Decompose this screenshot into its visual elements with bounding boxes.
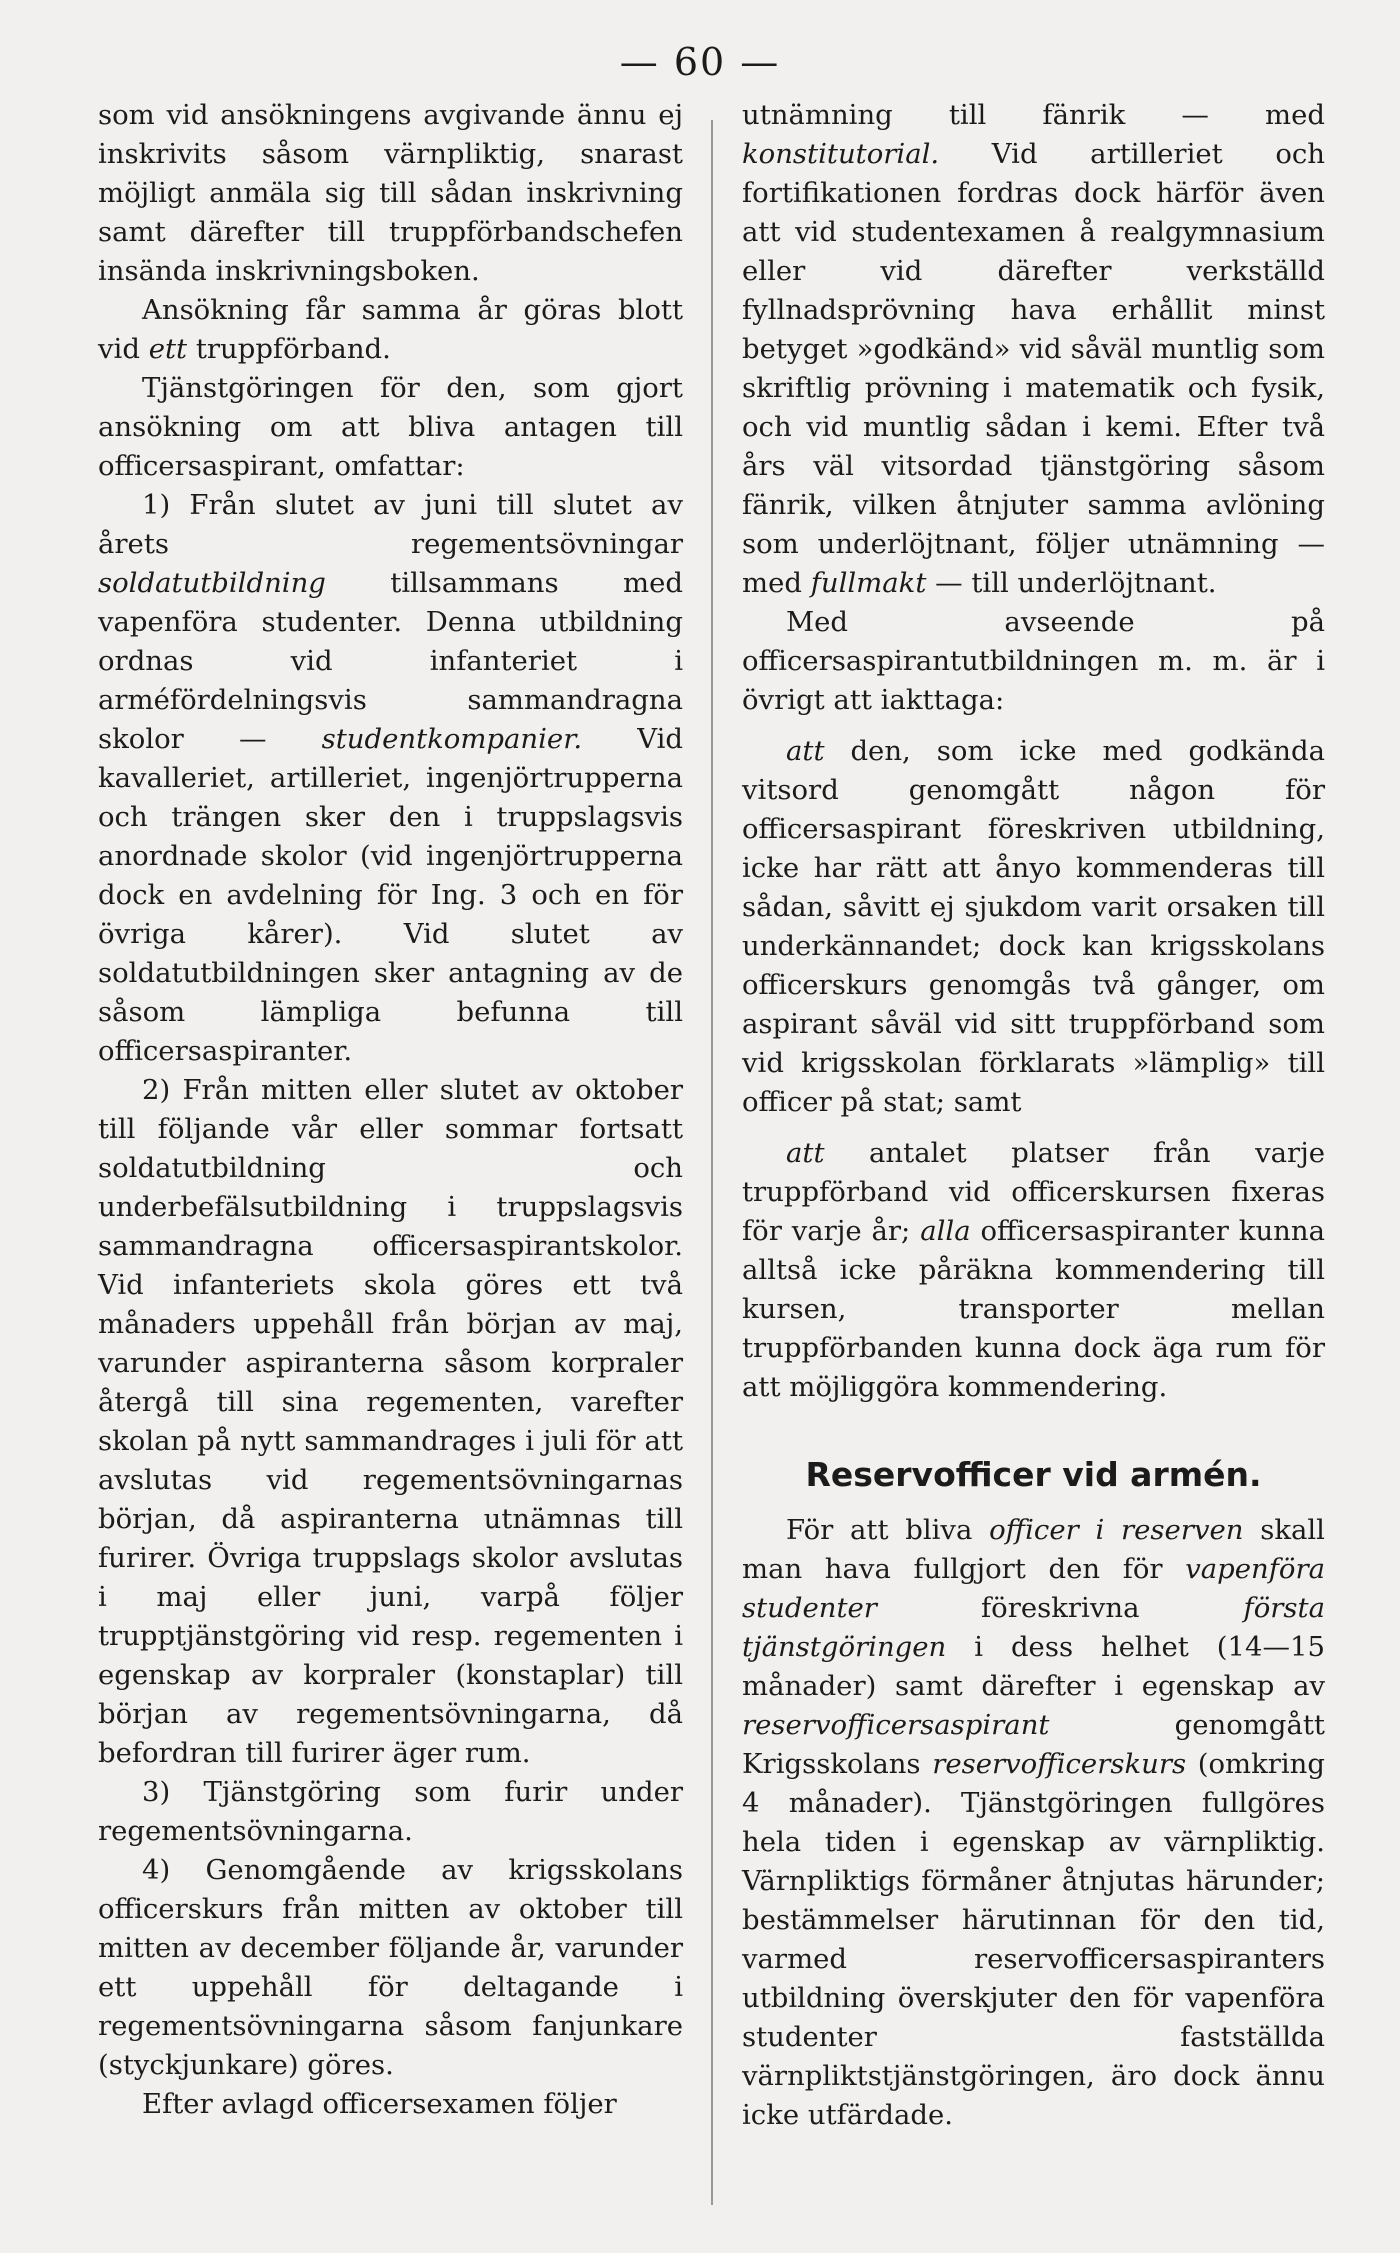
list-item: 4) Genomgående av krigsskolans officerskurs från mitten av oktober till mitten av december följande år, varunder ett uppehåll för deltagande i regementsövningarna såsom fanjunkare (styckjunkare) göres.	[98, 1854, 683, 2081]
paragraph: Tjänstgöringen för den, som gjort ansökning om att bliva antagen till officersaspirant, omfattar:	[98, 372, 683, 482]
paragraph: För att bliva officer i reserven skall man hava fullgjort den för vapenföra studenter föreskrivna första tjänstgöringen i dess helhet (14—15 månader) samt därefter i egenskap av reservofficersaspirant genomgått Krigsskolans reservofficerskurs (omkring 4 månader). Tjänstgöringen fullgöres hela tiden i egenskap av värnpliktig. Värnpliktigs förmåner åtnjutas härunder; bestämmelser härutinnan för den tid, varmed reservofficersaspiranters utbildning överskjuter den för vapenföra studenter fastställda värnpliktstjänstgöringen, äro dock ännu icke utfärdade.	[742, 1514, 1325, 2131]
column-divider	[711, 120, 713, 2205]
list-item: 1) Från slutet av juni till slutet av årets regementsövningar soldatutbildning tillsammans med vapenföra studenter. Denna utbildning ordnas vid infanteriet i arméfördelningsvis sammandragna skolor — studentkompanier. Vid kavalleriet, artilleriet, ingenjörtrupperna och trängen sker den i truppslagsvis anordnade skolor (vid ingenjörtrupperna dock en avdelning för Ing. 3 och en för övriga kårer). Vid slutet av soldatutbildningen sker antagning av de såsom lämpliga befunna till officersaspiranter.	[98, 489, 683, 1067]
paragraph: att antalet platser från varje truppförband vid officerskursen fixeras för varje år; alla officersaspiranter kunna alltså icke påräkna kommendering till kursen, transporter mellan truppförbanden kunna dock äga rum för att möjliggöra kommendering.	[742, 1137, 1325, 1403]
paragraph: att den, som icke med godkända vitsord genomgått någon för officersaspirant föreskriven utbildning, icke har rätt att ånyo kommenderas till sådan, såvitt ej sjukdom varit orsaken till underkännandet; dock kan krigsskolans officerskurs genomgås två gånger, om aspirant såväl vid sitt truppförband som vid krigsskolan förklarats »lämplig» till officer på stat; samt	[742, 735, 1325, 1118]
paragraph: som vid ansökningens avgivande ännu ej inskrivits såsom värnpliktig, snarast möjligt anmäla sig till sådan inskrivning samt därefter till truppförbandschefen insända inskrivningsboken.	[98, 99, 683, 287]
page-number: — 60 —	[619, 40, 781, 84]
paragraph: utnämning till fänrik — med konstitutorial. Vid artilleriet och fortifikationen fordras dock härför även att vid studentexamen å realgymnasium eller vid därefter verkställd fyllnadsprövning hava erhållit minst betyget »godkänd» vid såväl muntlig som skriftlig prövning i matematik och fysik, och vid muntlig sådan i kemi. Efter två års väl vitsordad tjänstgöring såsom fänrik, vilken åtnjuter samma avlöning som underlöjtnant, följer utnämning — med fullmakt — till underlöjtnant.	[742, 99, 1325, 599]
list-item: 2) Från mitten eller slutet av oktober till följande vår eller sommar fortsatt soldatutbildning och underbefälsutbildning i truppslagsvis sammandragna officersaspirantskolor. Vid infanteriets skola göres ett två månaders uppehåll från början av maj, varunder aspiranterna såsom korpraler återgå till sina regementen, varefter skolan på nytt sammandrages i juli för att avslutas vid regementsövningarnas början, då aspiranterna utnämnas till furirer. Övriga truppslags skolor avslutas i maj eller juni, varpå följer trupptjänstgöring vid resp. regementen i egenskap av korpraler (konstaplar) till början av regementsövningarna, då befordran till furirer äger rum.	[98, 1074, 683, 1769]
left-column	[98, 96, 683, 2124]
right-column	[742, 96, 1325, 2135]
paragraph: Efter avlagd officersexamen följer	[142, 2088, 617, 2120]
list-item: 3) Tjänstgöring som furir under regementsövningarna.	[98, 1776, 683, 1847]
paragraph: Ansökning får samma år göras blott vid ett truppförband.	[98, 294, 683, 365]
paragraph: Med avseende på officersaspirantutbildningen m. m. är i övrigt att iakttaga:	[742, 606, 1325, 716]
section-title: Reservofficer vid armén.	[805, 1455, 1262, 1494]
